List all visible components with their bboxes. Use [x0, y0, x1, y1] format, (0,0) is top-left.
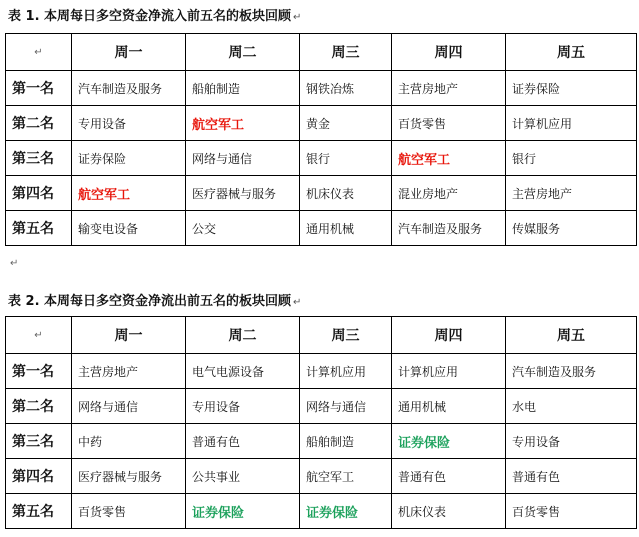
sector-cell	[186, 141, 300, 176]
sector-name: 汽车制造及服务	[398, 221, 483, 236]
sector-name: 医疗器械与服务	[192, 186, 277, 201]
sector-name: 普通有色	[398, 469, 447, 484]
sector-name: 水电	[512, 399, 537, 414]
day-header: 周一	[72, 317, 186, 354]
sector-cell	[72, 106, 186, 141]
sector-name: 百货零售	[78, 504, 127, 519]
sector-cell	[186, 459, 300, 494]
sector-name: 航空军工	[398, 152, 451, 168]
sector-name: 证券保险	[398, 435, 451, 451]
sector-cell	[392, 459, 506, 494]
sector-name: 证券保险	[512, 81, 561, 96]
table1-title: 表 1. 本周每日多空资金净流入前五名的板块回顾	[8, 9, 292, 24]
sector-name: 主营房地产	[398, 81, 459, 96]
sector-name: 普通有色	[512, 469, 561, 484]
sector-cell	[186, 354, 300, 389]
table-row	[6, 71, 637, 106]
sector-cell	[72, 494, 186, 529]
sector-cell	[506, 494, 637, 529]
rank-label: 第五名	[6, 494, 72, 529]
sector-name: 航空军工	[306, 469, 355, 484]
sector-cell	[72, 354, 186, 389]
sector-cell	[186, 106, 300, 141]
sector-cell	[72, 211, 186, 246]
sector-cell	[186, 176, 300, 211]
sector-cell	[506, 459, 637, 494]
day-header: 周一	[72, 34, 186, 71]
inflow-table	[5, 33, 637, 246]
sector-name: 船舶制造	[192, 81, 241, 96]
sector-name: 证券保险	[306, 505, 359, 521]
paragraph-mark-icon: ↵	[293, 12, 302, 23]
day-header: 周五	[506, 34, 637, 71]
rank-label: 第二名	[6, 389, 72, 424]
sector-cell	[72, 424, 186, 459]
rank-label: 第一名	[6, 354, 72, 389]
sector-cell	[506, 354, 637, 389]
sector-name: 钢铁冶炼	[306, 81, 355, 96]
sector-cell	[300, 424, 392, 459]
sector-name: 证券保险	[192, 505, 245, 521]
day-header: 周四	[392, 34, 506, 71]
sector-cell	[72, 176, 186, 211]
sector-name: 中药	[78, 434, 103, 449]
day-header: 周五	[506, 317, 637, 354]
sector-name: 银行	[306, 151, 331, 166]
sector-cell	[72, 389, 186, 424]
sector-cell	[392, 354, 506, 389]
sector-cell	[186, 211, 300, 246]
sector-name: 通用机械	[398, 399, 447, 414]
sector-cell	[506, 176, 637, 211]
day-header: 周四	[392, 317, 506, 354]
sector-cell	[300, 211, 392, 246]
rank-label: 第四名	[6, 459, 72, 494]
sector-name: 普通有色	[192, 434, 241, 449]
sector-name: 计算机应用	[398, 364, 459, 379]
sector-cell	[506, 389, 637, 424]
paragraph-mark-icon: ↵	[293, 297, 302, 308]
table-row	[6, 354, 637, 389]
sector-cell	[186, 389, 300, 424]
table2-title: 表 2. 本周每日多空资金净流出前五名的板块回顾	[8, 294, 292, 309]
sector-cell	[392, 106, 506, 141]
table-row	[6, 211, 637, 246]
sector-name: 专用设备	[512, 434, 561, 449]
day-header: 周三	[300, 34, 392, 71]
sector-cell	[392, 424, 506, 459]
table2-caption	[8, 290, 301, 309]
rank-label: 第三名	[6, 141, 72, 176]
sector-name: 电气电源设备	[192, 364, 265, 379]
sector-cell	[300, 389, 392, 424]
sector-name: 主营房地产	[78, 364, 139, 379]
sector-name: 机床仪表	[306, 186, 355, 201]
sector-cell	[300, 494, 392, 529]
sector-name: 网络与通信	[78, 399, 139, 414]
sector-cell	[186, 494, 300, 529]
sector-name: 百货零售	[512, 504, 561, 519]
sector-name: 通用机械	[306, 221, 355, 236]
sector-name: 机床仪表	[398, 504, 447, 519]
sector-cell	[186, 71, 300, 106]
sector-cell	[300, 71, 392, 106]
sector-cell	[506, 141, 637, 176]
table1-caption	[8, 5, 301, 24]
sector-cell	[300, 141, 392, 176]
sector-name: 公共事业	[192, 469, 241, 484]
paragraph-mark-icon: ↵	[10, 258, 19, 269]
table-row	[6, 389, 637, 424]
sector-name: 船舶制造	[306, 434, 355, 449]
sector-name: 航空军工	[192, 117, 245, 133]
sector-name: 网络与通信	[192, 151, 253, 166]
rank-label: 第二名	[6, 106, 72, 141]
sector-name: 输变电设备	[78, 221, 139, 236]
sector-name: 汽车制造及服务	[78, 81, 163, 96]
sector-name: 医疗器械与服务	[78, 469, 163, 484]
table-row	[6, 494, 637, 529]
rank-label: 第一名	[6, 71, 72, 106]
day-header: 周二	[186, 317, 300, 354]
sector-cell	[506, 211, 637, 246]
sector-cell	[392, 494, 506, 529]
corner-cell: ↵	[6, 34, 72, 71]
sector-cell	[300, 459, 392, 494]
header-row	[6, 34, 637, 71]
day-header: 周三	[300, 317, 392, 354]
table-row	[6, 176, 637, 211]
rank-label: 第四名	[6, 176, 72, 211]
sector-cell	[392, 176, 506, 211]
table-row	[6, 106, 637, 141]
sector-name: 百货零售	[398, 116, 447, 131]
rank-label: 第五名	[6, 211, 72, 246]
sector-cell	[300, 176, 392, 211]
sector-cell	[300, 106, 392, 141]
sector-name: 专用设备	[78, 116, 127, 131]
sector-cell	[506, 71, 637, 106]
sector-name: 黄金	[306, 116, 331, 131]
sector-name: 汽车制造及服务	[512, 364, 597, 379]
sector-name: 计算机应用	[306, 364, 367, 379]
table-row	[6, 141, 637, 176]
table-row	[6, 459, 637, 494]
sector-cell	[506, 424, 637, 459]
sector-cell	[392, 389, 506, 424]
sector-name: 混业房地产	[398, 186, 459, 201]
corner-cell: ↵	[6, 317, 72, 354]
rank-label: 第三名	[6, 424, 72, 459]
sector-cell	[506, 106, 637, 141]
sector-cell	[72, 459, 186, 494]
sector-name: 公交	[192, 221, 217, 236]
sector-cell	[300, 354, 392, 389]
sector-cell	[72, 71, 186, 106]
sector-name: 证券保险	[78, 151, 127, 166]
sector-name: 航空军工	[78, 187, 131, 203]
outflow-table	[5, 316, 637, 529]
sector-cell	[186, 424, 300, 459]
sector-cell	[392, 211, 506, 246]
sector-name: 主营房地产	[512, 186, 573, 201]
sector-name: 银行	[512, 151, 537, 166]
sector-name: 计算机应用	[512, 116, 573, 131]
sector-cell	[392, 71, 506, 106]
sector-name: 网络与通信	[306, 399, 367, 414]
sector-name: 专用设备	[192, 399, 241, 414]
header-row	[6, 317, 637, 354]
sector-cell	[392, 141, 506, 176]
table-row	[6, 424, 637, 459]
day-header: 周二	[186, 34, 300, 71]
sector-cell	[72, 141, 186, 176]
sector-name: 传媒服务	[512, 221, 561, 236]
